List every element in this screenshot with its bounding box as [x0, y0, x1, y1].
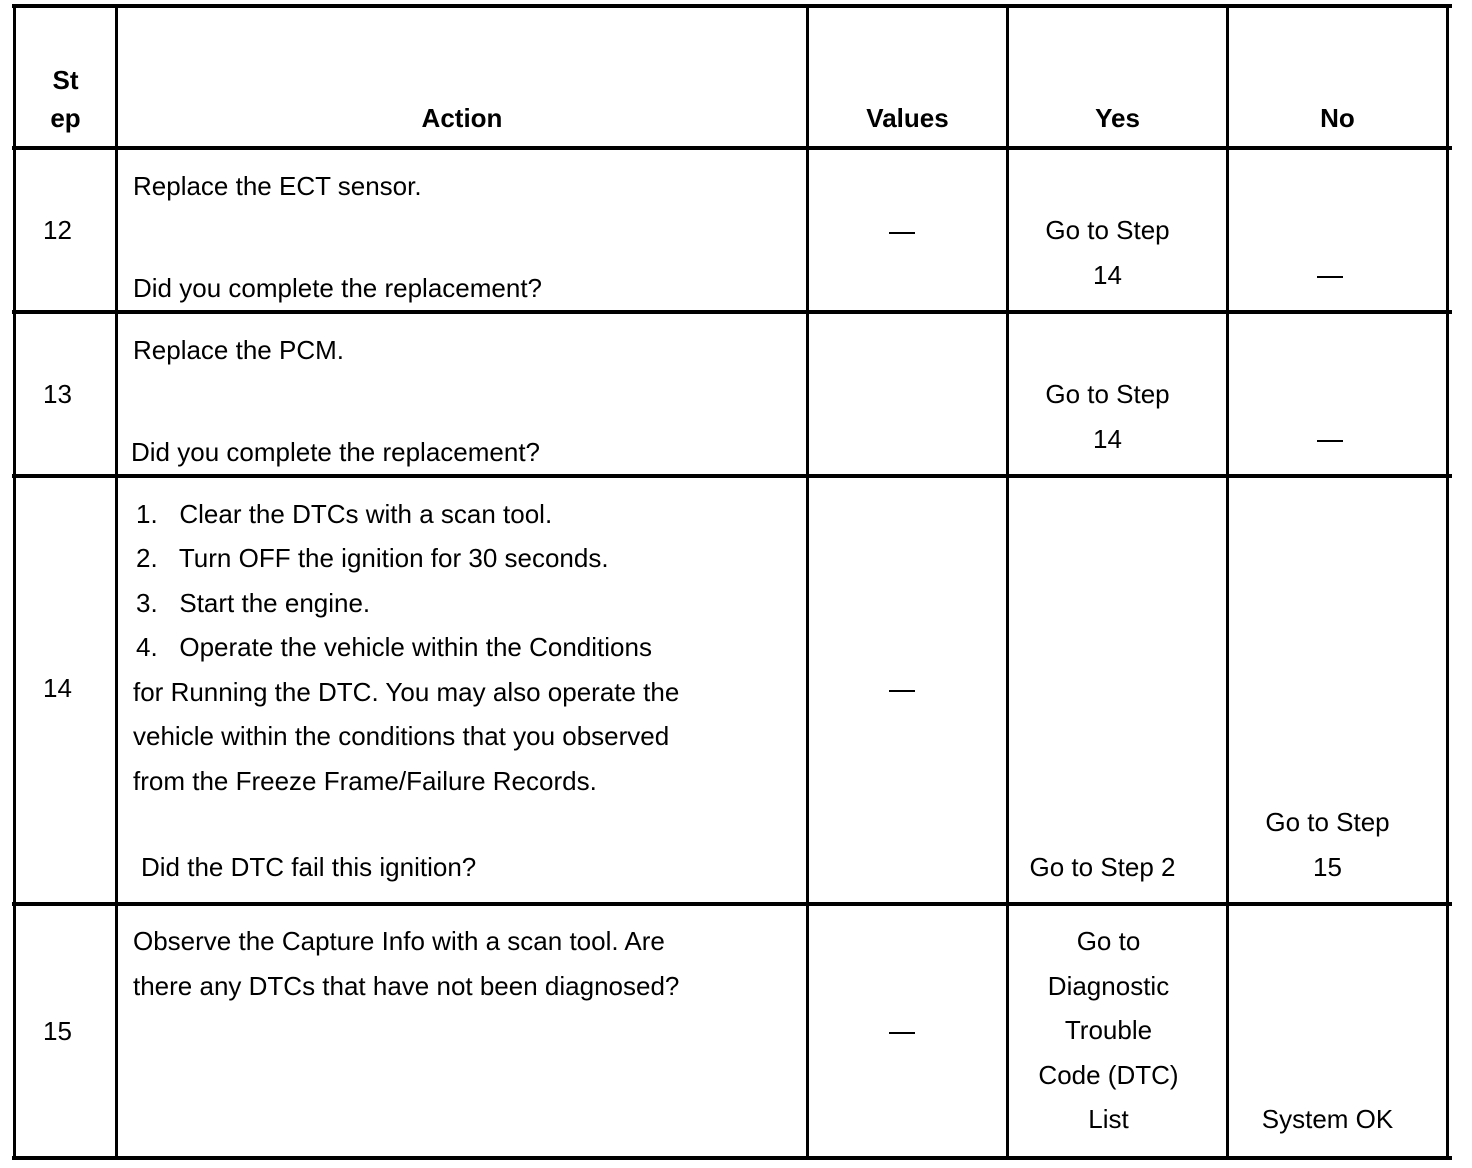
values-dash: [889, 690, 915, 692]
table-border-right: [1446, 4, 1449, 1160]
yes-text: 14: [1093, 424, 1122, 454]
row-divider: [12, 474, 1452, 478]
action-step: 2. Turn OFF the ignition for 30 seconds.: [136, 543, 609, 573]
action-text: Replace the ECT sensor.: [133, 171, 422, 201]
action-text: for Running the DTC. You may also operate the: [133, 677, 680, 707]
yes-text: List: [1088, 1104, 1129, 1134]
action-text: Replace the PCM.: [133, 335, 344, 365]
yes-text: Trouble: [1064, 1015, 1153, 1045]
action-question: Did the DTC fail this ignition?: [141, 852, 477, 882]
action-text: there any DTCs that have not been diagnosed?: [133, 971, 680, 1001]
header-action: Action: [421, 103, 503, 133]
action-text: Observe the Capture Info with a scan tool. Are: [133, 926, 665, 956]
column-divider: [115, 4, 118, 1160]
no-text: 15: [1313, 852, 1342, 882]
yes-text: Diagnostic: [1047, 971, 1170, 1001]
step-number: 15: [43, 1016, 72, 1046]
row-divider: [12, 310, 1452, 314]
yes-text: Go to Step 2: [1029, 852, 1176, 882]
column-divider: [1226, 4, 1229, 1160]
values-dash: [889, 232, 915, 234]
action-step: 1. Clear the DTCs with a scan tool.: [136, 499, 553, 529]
table-border-bottom: [12, 1156, 1452, 1160]
action-text: vehicle within the conditions that you observed: [133, 721, 670, 751]
yes-text: Go to Step: [1045, 215, 1170, 245]
header-yes: Yes: [1095, 103, 1140, 133]
table-border-left: [13, 4, 16, 1160]
action-text: from the Freeze Frame/Failure Records.: [133, 766, 597, 796]
yes-text: 14: [1093, 260, 1122, 290]
header-divider: [12, 146, 1452, 150]
action-step: 4. Operate the vehicle within the Conditions: [136, 632, 652, 662]
no-text: Go to Step: [1265, 807, 1390, 837]
column-divider: [806, 4, 809, 1160]
header-values: Values: [866, 103, 949, 133]
table-border-top: [12, 4, 1452, 8]
yes-text: Go to: [1076, 926, 1141, 956]
action-question: Did you complete the replacement?: [133, 273, 543, 303]
yes-text: Go to Step: [1045, 379, 1170, 409]
step-number: 13: [43, 379, 72, 409]
yes-text: Code (DTC): [1038, 1060, 1179, 1090]
header-step-line1: St: [52, 65, 79, 95]
header-no: No: [1320, 103, 1355, 133]
no-text: System OK: [1261, 1104, 1394, 1134]
action-question: Did you complete the replacement?: [131, 437, 541, 467]
action-step: 3. Start the engine.: [136, 588, 371, 618]
values-dash: [889, 1032, 915, 1034]
no-dash: [1317, 276, 1343, 278]
step-number: 12: [43, 215, 72, 245]
no-dash: [1317, 440, 1343, 442]
step-number: 14: [43, 673, 72, 703]
header-step-line2: ep: [50, 103, 81, 133]
row-divider: [12, 902, 1452, 906]
